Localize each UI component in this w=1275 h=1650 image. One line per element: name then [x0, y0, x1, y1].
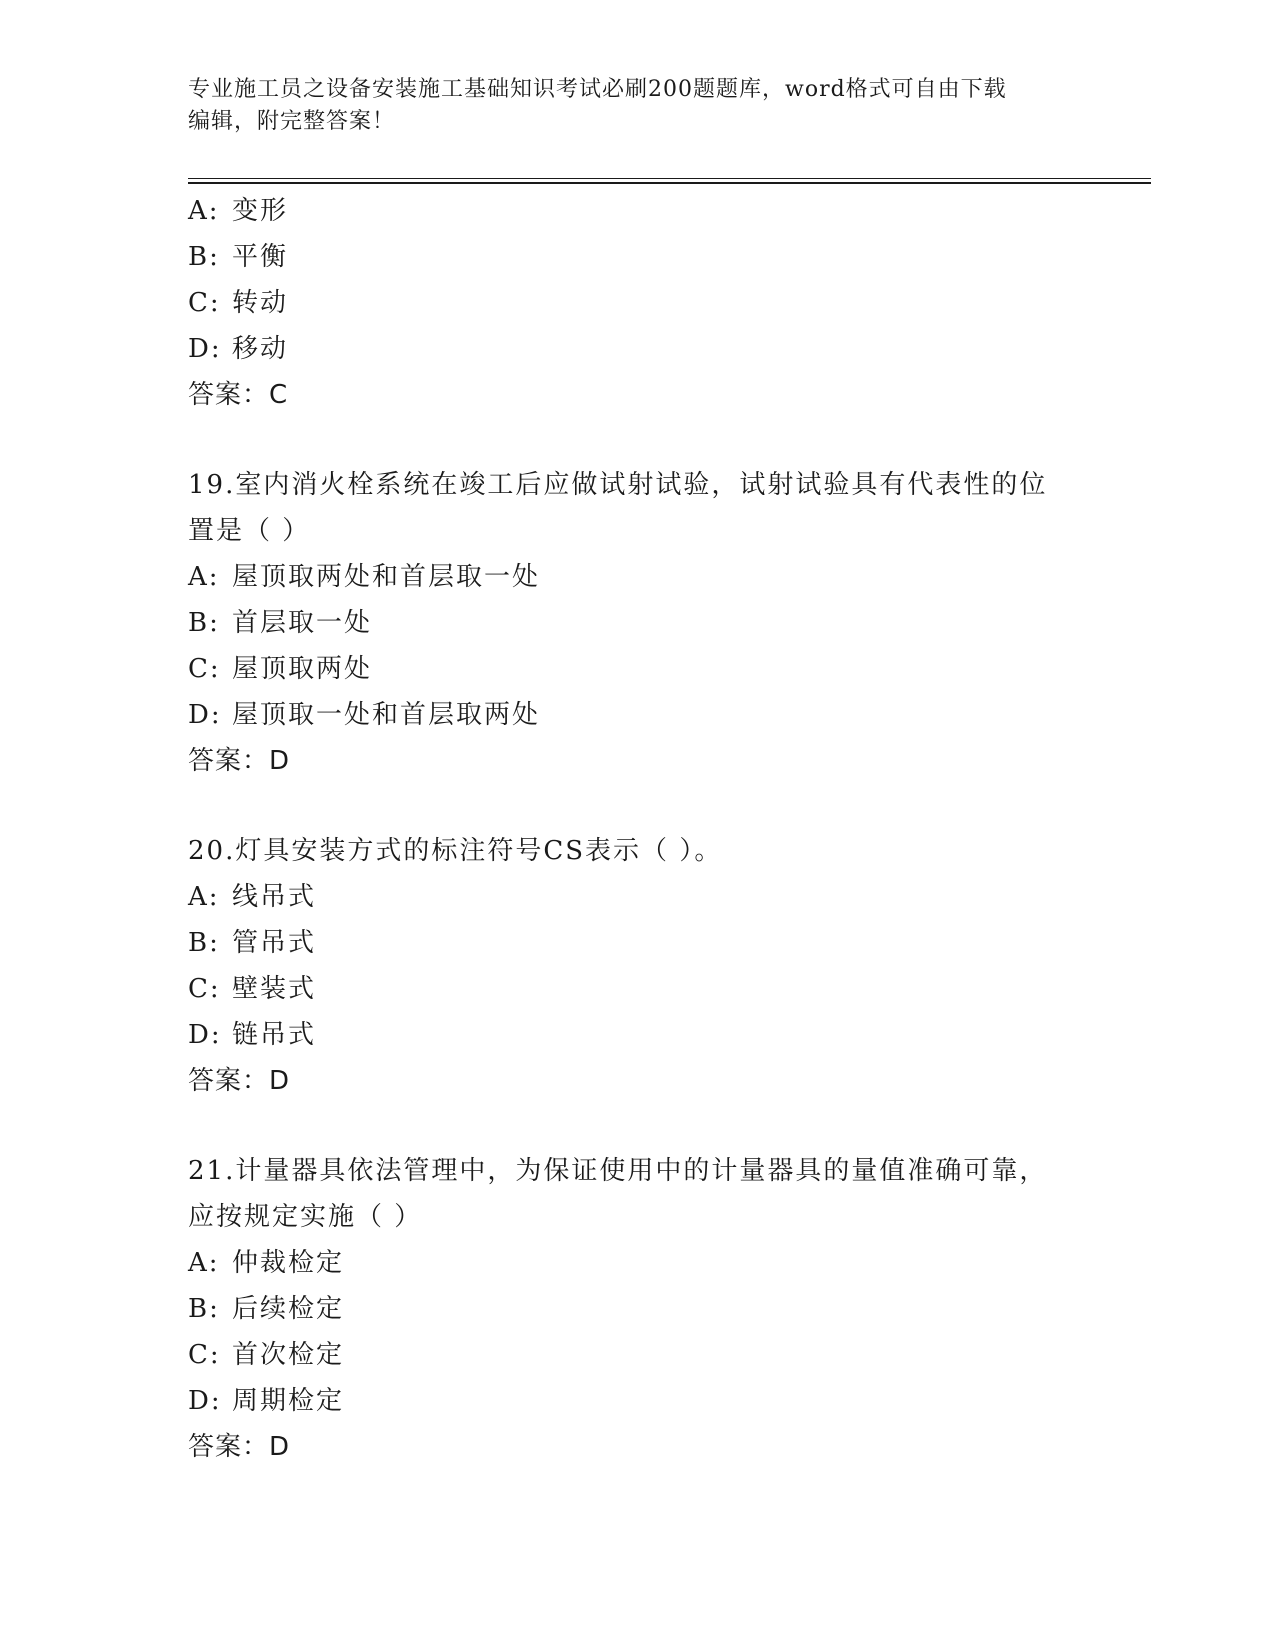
- option-b: [188, 234, 1088, 280]
- option-text: 首层取一处: [232, 608, 373, 638]
- option-text: 屋顶取一处和首层取两处: [232, 700, 541, 730]
- option-text: 移动: [232, 334, 289, 364]
- option-c: [188, 1332, 1088, 1378]
- option-d: [188, 1378, 1088, 1424]
- option-text: 链吊式: [232, 1020, 317, 1050]
- option-letter: D:: [188, 700, 222, 730]
- option-letter: B:: [188, 928, 220, 958]
- option-letter: A:: [188, 196, 220, 226]
- question-content: [188, 188, 1088, 1470]
- option-a: [188, 554, 1088, 600]
- option-letter: D:: [188, 334, 222, 364]
- option-text: 变形: [232, 196, 289, 226]
- answer-line: 答案：D: [188, 1432, 291, 1462]
- option-text: 仲裁检定: [232, 1248, 345, 1278]
- option-d: [188, 326, 1088, 372]
- option-text: 管吊式: [232, 928, 317, 958]
- option-letter: B:: [188, 1294, 220, 1324]
- option-text: 屋顶取两处: [232, 654, 373, 684]
- header-line-1: 专业施工员之设备安装施工基础知识考试必刷200题题库，word格式可自由下载: [188, 77, 1007, 102]
- question-stem-continued: 置是（ ）: [188, 516, 311, 546]
- answer-line: 答案：D: [188, 1066, 291, 1096]
- document-header: [188, 74, 1068, 138]
- question-block-19: [188, 462, 1088, 784]
- answer-line: 答案：C: [188, 380, 289, 410]
- question-block-21: [188, 1148, 1088, 1470]
- option-letter: C:: [188, 1340, 221, 1370]
- header-line-2: 编辑，附完整答案！: [188, 109, 396, 134]
- question-stem: 19.室内消火栓系统在竣工后应做试射试验，试射试验具有代表性的位: [188, 470, 1048, 500]
- option-d: [188, 1012, 1088, 1058]
- option-text: 屋顶取两处和首层取一处: [232, 562, 541, 592]
- option-letter: D:: [188, 1386, 222, 1416]
- header-divider-thin: [188, 178, 1151, 179]
- option-text: 平衡: [232, 242, 289, 272]
- option-b: [188, 920, 1088, 966]
- option-letter: C:: [188, 974, 221, 1004]
- question-stem: 21.计量器具依法管理中，为保证使用中的计量器具的量值准确可靠，: [188, 1156, 1048, 1186]
- answer-line: 答案：D: [188, 746, 291, 776]
- option-a: [188, 188, 1088, 234]
- option-b: [188, 600, 1088, 646]
- option-letter: A:: [188, 562, 220, 592]
- option-text: 周期检定: [232, 1386, 345, 1416]
- option-letter: B:: [188, 608, 220, 638]
- option-c: [188, 966, 1088, 1012]
- option-text: 壁装式: [232, 974, 317, 1004]
- question-stem: 20.灯具安装方式的标注符号CS表示（ ）。: [188, 836, 723, 866]
- option-letter: D:: [188, 1020, 222, 1050]
- option-c: [188, 280, 1088, 326]
- option-letter: C:: [188, 288, 221, 318]
- question-stem-continued: 应按规定实施（ ）: [188, 1202, 423, 1232]
- option-a: [188, 1240, 1088, 1286]
- question-block-20: [188, 828, 1088, 1104]
- option-letter: C:: [188, 654, 221, 684]
- option-text: 后续检定: [232, 1294, 345, 1324]
- option-text: 转动: [232, 288, 289, 318]
- option-c: [188, 646, 1088, 692]
- option-b: [188, 1286, 1088, 1332]
- option-letter: A:: [188, 882, 220, 912]
- question-block-18: [188, 188, 1088, 418]
- option-text: 线吊式: [232, 882, 317, 912]
- option-a: [188, 874, 1088, 920]
- option-text: 首次检定: [232, 1340, 345, 1370]
- option-letter: B:: [188, 242, 220, 272]
- option-d: [188, 692, 1088, 738]
- header-divider-thick: [188, 182, 1151, 184]
- option-letter: A:: [188, 1248, 220, 1278]
